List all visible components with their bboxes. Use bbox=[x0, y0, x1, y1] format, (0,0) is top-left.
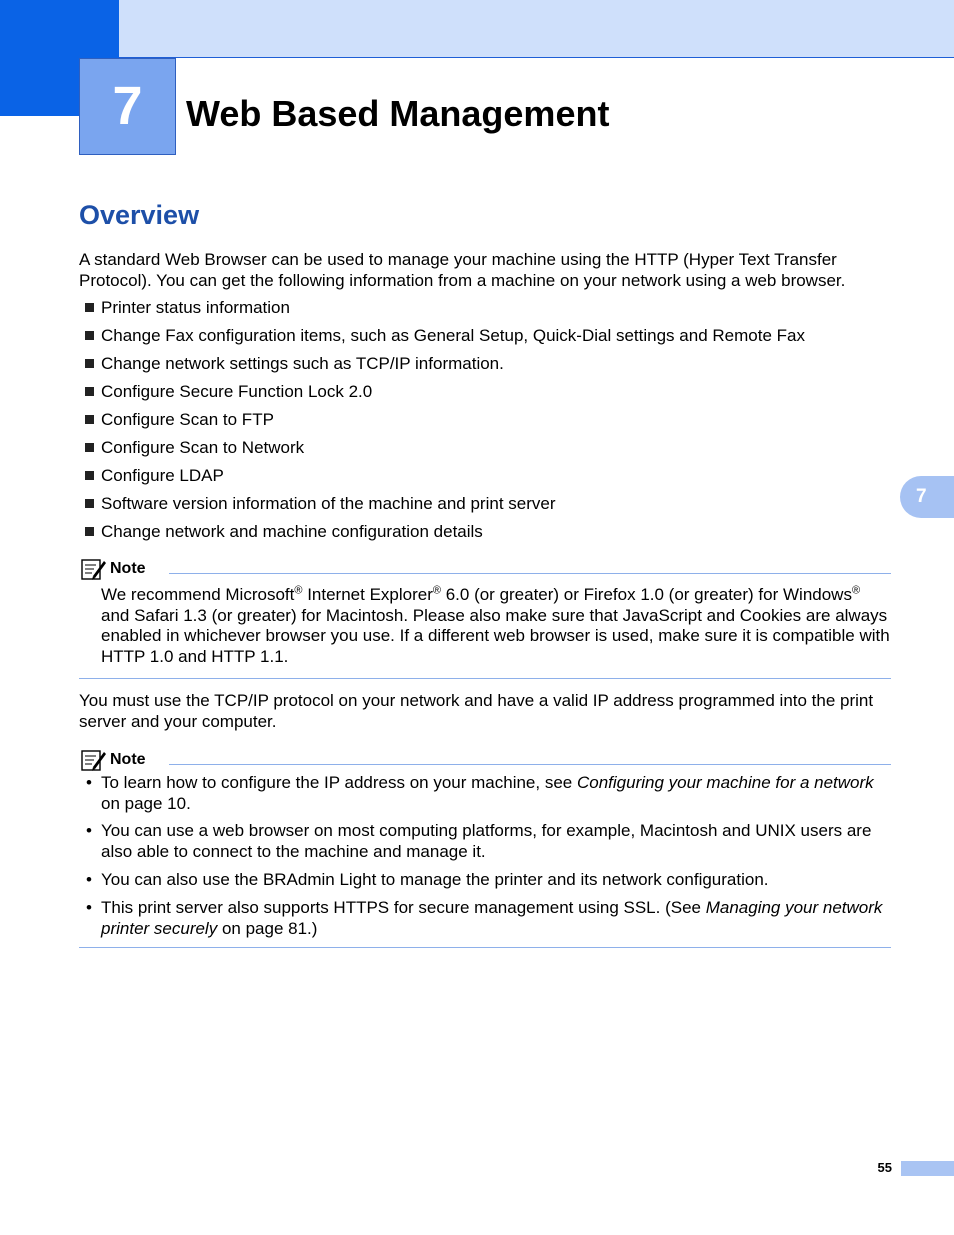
note-header bbox=[79, 748, 891, 772]
header-band bbox=[0, 0, 954, 58]
list-item: Change Fax configuration items, such as General Setup, Quick-Dial settings and Remote Fax bbox=[85, 325, 805, 353]
square-bullet-icon bbox=[85, 303, 94, 312]
note-header bbox=[79, 557, 891, 581]
list-item: Software version information of the machine and print server bbox=[85, 493, 805, 521]
feature-list bbox=[85, 297, 805, 549]
list-item: Configure LDAP bbox=[85, 465, 805, 493]
square-bullet-icon bbox=[85, 387, 94, 396]
square-bullet-icon bbox=[85, 471, 94, 480]
note-top-rule bbox=[169, 573, 891, 574]
page-number: 55 bbox=[877, 1160, 892, 1175]
note-top-rule bbox=[169, 764, 891, 765]
note-pencil-icon bbox=[81, 557, 107, 581]
tcp-paragraph: You must use the TCP/IP protocol on your network and have a valid IP address programmed into the print server and your computer. bbox=[79, 691, 874, 731]
square-bullet-icon bbox=[85, 499, 94, 508]
note-bottom-rule bbox=[79, 947, 891, 948]
note-item-text: This print server also supports HTTPS for secure management using SSL. (See Managing your network printer securely on page 81.) bbox=[101, 898, 883, 938]
header-rule bbox=[119, 57, 954, 58]
square-bullet-icon bbox=[85, 415, 94, 424]
note-box bbox=[79, 748, 891, 950]
chapter-title: Web Based Management bbox=[186, 93, 610, 134]
dot-bullet-icon: • bbox=[86, 773, 92, 792]
note-pencil-icon bbox=[81, 748, 107, 772]
list-item: Printer status information bbox=[85, 297, 805, 325]
dot-bullet-icon: • bbox=[86, 821, 92, 840]
note-box bbox=[79, 557, 891, 681]
note-text: We recommend Microsoft® Internet Explorer® 6.0 (or greater) or Firefox 1.0 (or greater) for Windows® and Safari 1.3 (or greater) for Macintosh. Please also make sure that JavaScript and Cookies are always enabled in whichever browser you use. If a different web browser is used, make sure it is compatible with HTTP 1.0 and HTTP 1.1. bbox=[101, 584, 890, 666]
note-bottom-rule bbox=[79, 678, 891, 679]
section-title: Overview bbox=[79, 200, 200, 230]
square-bullet-icon bbox=[85, 527, 94, 536]
list-item: Change network and machine configuration details bbox=[85, 521, 805, 549]
note-label: Note bbox=[110, 560, 146, 577]
square-bullet-icon bbox=[85, 331, 94, 340]
note-item-text: You can use a web browser on most computing platforms, for example, Macintosh and UNIX users are also able to connect to the machine and manage it. bbox=[101, 821, 872, 861]
dot-bullet-icon: • bbox=[86, 870, 92, 889]
footer-bar bbox=[901, 1161, 954, 1176]
list-item: Change network settings such as TCP/IP information. bbox=[85, 353, 805, 381]
chapter-number: 7 bbox=[79, 58, 176, 155]
note-item-text: To learn how to configure the IP address on your machine, see Configuring your machine for a network on page 10. bbox=[101, 773, 874, 813]
list-item: Configure Scan to Network bbox=[85, 437, 805, 465]
square-bullet-icon bbox=[85, 359, 94, 368]
square-bullet-icon bbox=[85, 443, 94, 452]
list-item: Configure Secure Function Lock 2.0 bbox=[85, 381, 805, 409]
list-item: Configure Scan to FTP bbox=[85, 409, 805, 437]
note-label: Note bbox=[110, 751, 146, 768]
intro-paragraph: A standard Web Browser can be used to manage your machine using the HTTP (Hyper Text Transfer Protocol). You can get the following information from a machine on your network using a web browser. bbox=[79, 250, 846, 290]
note-item-text: You can also use the BRAdmin Light to manage the printer and its network configuration. bbox=[101, 870, 769, 889]
dot-bullet-icon: • bbox=[86, 898, 92, 917]
chapter-side-tab: 7 bbox=[900, 476, 954, 518]
